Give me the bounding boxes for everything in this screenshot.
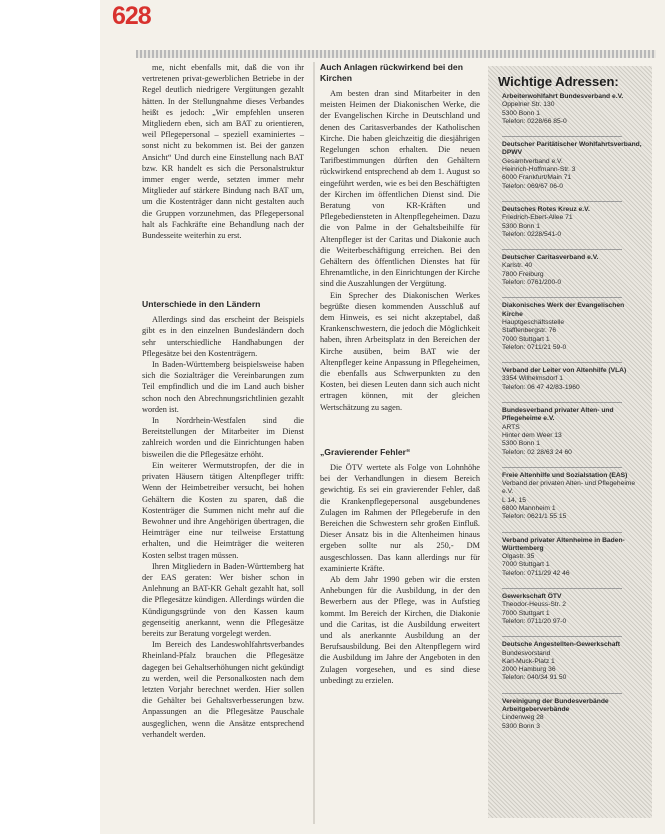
address-line: L 14, 15 bbox=[502, 496, 526, 504]
address-line: 2000 Hamburg 36 bbox=[502, 666, 556, 674]
address-entry bbox=[502, 641, 644, 682]
address-divider bbox=[502, 136, 622, 137]
address-line: Verband der privaten Alten- und Pflegeheime e.V. bbox=[502, 480, 636, 496]
address-line: Heinrich-Hoffmann-Str. 3 bbox=[502, 166, 576, 174]
address-line: Gesamtverband e.V. bbox=[502, 157, 563, 165]
address-line: Karl-Muck-Platz 1 bbox=[502, 657, 555, 665]
address-entry bbox=[502, 254, 644, 287]
address-line: Friedrich-Ebert-Allee 71 bbox=[502, 214, 573, 222]
address-divider bbox=[502, 249, 622, 250]
address-name: Vereinigung der Bundesverbände Arbeitgeberverbände bbox=[502, 697, 609, 714]
address-line: Telefon: 0711/20 97-0 bbox=[502, 617, 567, 625]
paragraph: Am besten dran sind Mitarbeiter in den meisten Heimen der Diakonischen Werke, die der Evangelischen Kirche in Deutschland und denen des Caritasverbandes der Katholischen Kirche. Die haben gleichzeitig die diesjährigen Regelungen schon erhalten. Die neuen Tarifbestimmungen dürften den Gehältern rückwirkend entsprechend ab dem 1. August so eingeführt werden, wie es bei den Beschäftigten der Kirchen im öffentlichen Dienst sind. Die Beratung von KR-Kräften und Pflegebediensteten in Altenpflegeheimen. Dazu die von Palme in der Gehaltsbeihilfe für Altenpfleger ist der Caritas und Diakonie auch die Weiterbeschäftigung erreichen. Bei den Gehältern des öffentlichen Dienstes hat für Ehrenamtliche, in den Einrichtungen der Kirche sind die Auszahlungen der Vergütung. bbox=[320, 89, 480, 289]
address-name: Freie Altenhilfe und Sozialstation (EAS) bbox=[502, 471, 628, 479]
address-line: 7000 Stuttgart 1 bbox=[502, 609, 550, 617]
address-divider bbox=[502, 297, 622, 298]
address-line: 6800 Mannheim 1 bbox=[502, 504, 556, 512]
paragraph: In Baden-Württemberg beispielsweise haben sich die Sozialträger die Vereinbarungen zum Teil empfindlich und die im Land auch bisher schon noch den Abrechnungsrichtlinien gezahlt worden ist. bbox=[142, 360, 304, 414]
address-entry bbox=[502, 537, 644, 578]
address-entry bbox=[502, 93, 644, 126]
address-name: Deutsches Rotes Kreuz e.V. bbox=[502, 205, 590, 213]
address-sidebar bbox=[488, 66, 652, 818]
address-divider bbox=[502, 532, 622, 533]
address-line: 5300 Bonn 1 bbox=[502, 109, 540, 117]
address-divider bbox=[502, 588, 622, 589]
address-line: 3354 Wilhelmsdorf 1 bbox=[502, 375, 563, 383]
paragraph: Ein weiterer Wermutstropfen, der die in privaten Häusern tätigen Altenpfleger trifft: Wenn der Heimbetreiber versucht, bei hohen Gehältern die Kosten zu sparen, daß die Kostenträger die Summen nicht mehr auf die Bewohner und ihre Angehörigen übertragen, die Heimträger eine nur teilweise Erstattung erhalten, und die Heimträger die weiteren Kosten selbst tragen müssen. bbox=[142, 460, 304, 560]
address-name: Diakonisches Werk der Evangelischen Kirche bbox=[502, 302, 625, 318]
address-name: Bundesverband privater Alten- und Pflegeheime e.V. bbox=[502, 407, 614, 423]
address-entry bbox=[502, 407, 644, 457]
address-line: 7000 Stuttgart 1 bbox=[502, 561, 550, 569]
address-entry bbox=[502, 367, 644, 392]
address-line: Telefon: 0711/21 59-0 bbox=[502, 343, 567, 351]
address-line: Theodor-Heuss-Str. 2 bbox=[502, 601, 566, 609]
address-divider bbox=[502, 201, 622, 202]
address-name: Gewerkschaft ÖTV bbox=[502, 593, 562, 601]
address-line: Telefon: 02 28/63 24 60 bbox=[502, 448, 572, 456]
address-entry bbox=[502, 593, 644, 626]
address-line: Telefon: 0761/200-0 bbox=[502, 279, 562, 287]
heading-gravierender-fehler: „Gravierender Fehler“ bbox=[320, 446, 411, 457]
address-line: Oppelner Str. 130 bbox=[502, 101, 555, 109]
address-divider bbox=[502, 362, 622, 363]
address-line: Telefon: 069/67 06-0 bbox=[502, 182, 563, 190]
address-entry bbox=[502, 206, 644, 239]
address-line: 5300 Bonn 1 bbox=[502, 222, 540, 230]
heading-anlagen: Auch Anlagen rückwirkend bei den Kirchen bbox=[320, 62, 463, 83]
address-divider bbox=[502, 467, 622, 468]
address-divider bbox=[502, 402, 622, 403]
address-line: Telefon: 040/34 91 50 bbox=[502, 674, 567, 682]
address-name: Verband privater Altenheime in Baden-Württemberg bbox=[502, 536, 625, 552]
heading-unterschiede: Unterschiede in den Ländern bbox=[142, 299, 261, 310]
column-divider bbox=[313, 62, 315, 824]
address-line: Lindenweg 28 bbox=[502, 714, 544, 722]
address-divider bbox=[502, 636, 622, 637]
address-divider bbox=[502, 693, 622, 694]
address-line: 5300 Bonn 1 bbox=[502, 440, 540, 448]
paragraph: Die ÖTV wertete als Folge von Lohnhöhe bei der Verhandlungen in diesem Bereich gewichtig. Es sei ein gravierender Fehler, daß die Krankenpflegepersonal ausgebundenes Zulagen im Rahmen der Pflegeberufe in den Bereichen die Schwestern sehr großen Einfluß. Dieser Ansatz bis in die Altenheimen hinaus ergeben sollte nur als 250,- DM ausgeschlossen. Das kann allerdings nur für examinierte Kräfte. bbox=[320, 462, 480, 573]
address-line: Telefon: 0711/29 42 46 bbox=[502, 569, 570, 577]
address-line: 6000 Frankfurt/Main 71 bbox=[502, 174, 572, 182]
column-left bbox=[142, 62, 304, 740]
address-line: Telefon: 0621/1 55 15 bbox=[502, 513, 567, 521]
address-line: Karlstr. 40 bbox=[502, 262, 533, 270]
address-line: Stafflenbergstr. 76 bbox=[502, 327, 557, 335]
column-middle bbox=[320, 62, 480, 686]
address-entry bbox=[502, 472, 644, 522]
paragraph: me, nicht ebenfalls mit, daß die von ihr vertretenen privat-gewerblichen Betriebe in der Regel deutlich niedrigere Vergütungen gezahlt hätten. In der Stellungnahme dieses Verbandes heißt es jedoch: „Wir empfehlen unseren Mitgliedern eben, sich am BAT zu orientieren, weil Pflegepersonal – speziell examiniertes – sonst nicht zu bekommen ist. Bei der ganzen Ansicht“ Und durch eine Einstellung nach BAT bzw. KR handelt es sich die Personalstruktur immer enger werde, setzten immer mehr Mitglieder auf stärkere Bindung nach BAT um, um die Kostenträger dann nicht gestalten auch die Gruppen vorzunehmen, das Pflegepersonal halt als Fachkräfte eine Behandlung nach der Bundesseite weiterhin zu erst. bbox=[142, 63, 304, 241]
address-line: 5300 Bonn 3 bbox=[502, 722, 540, 730]
paragraph: Ein Sprecher des Diakonischen Werkes begrüßte diesen kommenden Ausschluß auf dem Hinweis, es sei nicht akzeptabel, daß Krankenschwestern, die jedoch die Möglichkeit haben, ihren Arbeitsplatz in den Bereichen der Kirche ausüben, beim BAT wie der Altenpfleger keine Anpassung in Pflegeheimen, die ebenfalls aus Schwerpunkten zu den Kosten, bei diesen Leuten dann sich auch nicht ertragen können, mit der gleichen Wertschätzung zu sagen. bbox=[320, 290, 480, 412]
address-name: Arbeiterwohlfahrt Bundesverband e.V. bbox=[502, 93, 624, 100]
address-line: ARTS bbox=[502, 423, 520, 431]
address-line: Bundesvorstand bbox=[502, 649, 551, 657]
paragraph: Im Bereich des Landeswohlfahrtsverbandes Rheinland-Pfalz brauchen die Pflegesätze dagegen bei Gehaltserhöhungen nicht gekündigt zu werden, weil die Personalkosten nach dem letzten Vorjahr berechnet werden. Hier sollen die Gehälter bei Gehaltsverbesserungen bzw. Anpassungen an die Pflegesätze Pauschale ausgeglichen, wenn die Ansätze entsprechend verhandelt werden. bbox=[142, 640, 304, 739]
top-rule bbox=[136, 50, 656, 58]
address-line: Telefon: 0228/541-0 bbox=[502, 230, 562, 238]
address-line: Telefon: 06 47 42/83-1960 bbox=[502, 383, 580, 391]
address-entry bbox=[502, 302, 644, 352]
address-line: 7800 Freiburg bbox=[502, 270, 544, 278]
paragraph: Ab dem Jahr 1990 geben wir die ersten Anhebungen für die Ausbildung, in der den Bewerbern aus der Pflege, was in Aufstieg kommt. Im Bereich der Kirchen, die Diakonie und die Caritas, ist die Ausbildung erweitert und als anerkannte Ausbildung an der Berufsausbildung. Bei den Altenpflegern wird die Ausbildung im Jahre der Angeboten in den Zulagen vorgesehen, und es sind diese unbedingt zu erzielen. bbox=[320, 574, 480, 685]
sidebar-title: Wichtige Adressen: bbox=[498, 74, 619, 89]
left-margin bbox=[0, 0, 100, 834]
address-line: 7000 Stuttgart 1 bbox=[502, 335, 550, 343]
paragraph: In Nordrhein-Westfalen sind die Bereitstellungen der Mitarbeiter im Dienst zahlreich worden und die Einrichtungen haben bisweilen die die Pflegesätze erhöht. bbox=[142, 416, 304, 459]
address-entry bbox=[502, 698, 644, 731]
address-line: Hinter dem Weer 13 bbox=[502, 431, 562, 439]
address-name: Deutsche Angestellten-Gewerkschaft bbox=[502, 641, 620, 649]
address-line: Telefon: 0228/66 85-0 bbox=[502, 117, 567, 125]
address-line: Olgastr. 35 bbox=[502, 553, 535, 561]
address-name: Deutscher Caritasverband e.V. bbox=[502, 254, 599, 262]
address-line: Hauptgeschäftsstelle bbox=[502, 318, 565, 326]
address-name: Deutscher Paritätischer Wohlfahrtsverband, DPWV bbox=[502, 141, 642, 157]
page-number: 628 bbox=[112, 2, 151, 30]
paragraph: Ihren Mitgliedern in Baden-Württemberg hat der EAS geraten: Wer bisher schon in Anlehnung an BAT-KR Gehalt gezahlt hat, soll die Pflegesätze kündigen. Allerdings würden die Kündigungsgründe von den Kassen kaum gegenseitig anerkannt, wenn die Pflegesätze bereits zur Beratung vorgelegt werden. bbox=[142, 561, 304, 638]
paragraph: Allerdings sind das erscheint der Beispiels gibt es in den einzelnen Bundesländern doch sehr unterschiedliche Handhabungen der Pflegesätze bei den Kostenträgern. bbox=[142, 315, 304, 358]
address-entry bbox=[502, 141, 644, 191]
address-name: Verband der Leiter von Altenhilfe (VLA) bbox=[502, 367, 627, 375]
